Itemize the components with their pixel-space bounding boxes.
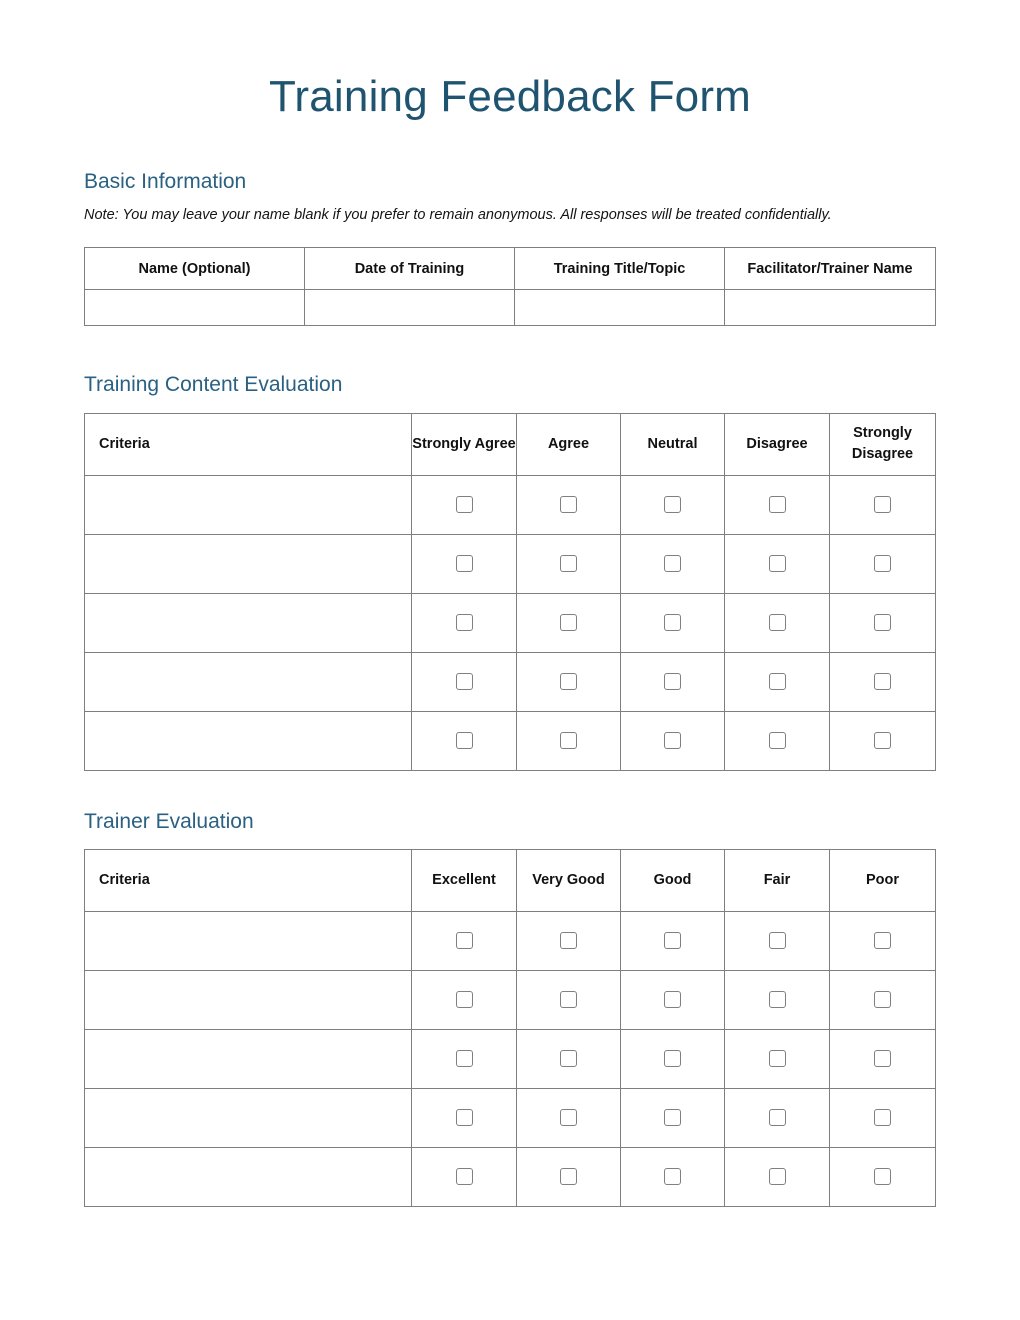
criteria-input[interactable] (85, 1088, 412, 1147)
table-header-row (85, 413, 936, 475)
checkbox-icon[interactable] (874, 673, 891, 690)
checkbox-icon[interactable] (874, 932, 891, 949)
column-header-criteria: Criteria (85, 413, 412, 475)
column-header-fair: Fair (725, 849, 830, 911)
checkbox-icon[interactable] (664, 1050, 681, 1067)
checkbox-cell-fair[interactable] (725, 970, 830, 1029)
checkbox-icon[interactable] (560, 1109, 577, 1126)
criteria-input[interactable] (85, 652, 412, 711)
criteria-input[interactable] (85, 711, 412, 770)
checkbox-icon[interactable] (560, 496, 577, 513)
checkbox-cell-poor[interactable] (830, 1147, 936, 1206)
checkbox-icon[interactable] (664, 496, 681, 513)
checkbox-cell-strongly-agree[interactable] (412, 475, 517, 534)
checkbox-icon[interactable] (874, 991, 891, 1008)
page-title: Training Feedback Form (268, 72, 752, 121)
checkbox-cell-neutral[interactable] (621, 711, 725, 770)
field-facilitator-input[interactable] (725, 290, 936, 326)
criteria-input[interactable] (85, 475, 412, 534)
section-basic-information (84, 169, 935, 327)
checkbox-icon[interactable] (456, 932, 473, 949)
spacer-content-to-trainer (84, 771, 935, 809)
checkbox-cell-strongly-disagree[interactable] (830, 593, 936, 652)
checkbox-cell-disagree[interactable] (725, 711, 830, 770)
checkbox-icon[interactable] (664, 673, 681, 690)
checkbox-cell-strongly-agree[interactable] (412, 711, 517, 770)
checkbox-icon[interactable] (560, 932, 577, 949)
checkbox-icon[interactable] (664, 555, 681, 572)
section-training-content-evaluation (84, 372, 935, 770)
checkbox-icon[interactable] (769, 1050, 786, 1067)
checkbox-cell-very-good[interactable] (517, 970, 621, 1029)
checkbox-icon[interactable] (456, 496, 473, 513)
checkbox-cell-strongly-disagree[interactable] (830, 534, 936, 593)
checkbox-cell-very-good[interactable] (517, 911, 621, 970)
checkbox-icon[interactable] (874, 1109, 891, 1126)
table-row (85, 911, 936, 970)
checkbox-icon[interactable] (664, 1109, 681, 1126)
checkbox-cell-agree[interactable] (517, 711, 621, 770)
checkbox-icon[interactable] (560, 1168, 577, 1185)
section-trainer-evaluation (84, 809, 935, 1207)
checkbox-icon[interactable] (664, 614, 681, 631)
checkbox-cell-strongly-agree[interactable] (412, 534, 517, 593)
checkbox-icon[interactable] (456, 1050, 473, 1067)
table-row (85, 711, 936, 770)
checkbox-icon[interactable] (769, 496, 786, 513)
spacer-basic-to-content (84, 326, 935, 372)
checkbox-cell-strongly-agree[interactable] (412, 593, 517, 652)
checkbox-icon[interactable] (874, 732, 891, 749)
section-heading-training-content-evaluation: Training Content Evaluation (84, 373, 343, 397)
checkbox-icon[interactable] (456, 1168, 473, 1185)
checkbox-cell-strongly-agree[interactable] (412, 652, 517, 711)
checkbox-icon[interactable] (456, 673, 473, 690)
checkbox-cell-good[interactable] (621, 1088, 725, 1147)
checkbox-icon[interactable] (456, 1109, 473, 1126)
checkbox-cell-disagree[interactable] (725, 534, 830, 593)
checkbox-cell-excellent[interactable] (412, 1088, 517, 1147)
checkbox-icon[interactable] (456, 732, 473, 749)
checkbox-cell-very-good[interactable] (517, 1029, 621, 1088)
column-header-date: Date of Training (305, 248, 515, 290)
checkbox-icon[interactable] (664, 1168, 681, 1185)
checkbox-icon[interactable] (664, 732, 681, 749)
checkbox-cell-good[interactable] (621, 1029, 725, 1088)
checkbox-icon[interactable] (874, 496, 891, 513)
column-header-very-good: Very Good (517, 849, 621, 911)
checkbox-icon[interactable] (874, 1050, 891, 1067)
checkbox-cell-agree[interactable] (517, 593, 621, 652)
checkbox-cell-fair[interactable] (725, 1088, 830, 1147)
checkbox-icon[interactable] (664, 932, 681, 949)
checkbox-cell-poor[interactable] (830, 1088, 936, 1147)
table-row (85, 1147, 936, 1206)
checkbox-icon[interactable] (560, 732, 577, 749)
checkbox-cell-poor[interactable] (830, 911, 936, 970)
checkbox-cell-neutral[interactable] (621, 593, 725, 652)
checkbox-icon[interactable] (874, 555, 891, 572)
checkbox-cell-excellent[interactable] (412, 1029, 517, 1088)
column-header-criteria: Criteria (85, 849, 412, 911)
checkbox-cell-poor[interactable] (830, 970, 936, 1029)
field-date-input[interactable] (305, 290, 515, 326)
section-heading-basic-information: Basic Information (84, 169, 247, 193)
checkbox-cell-disagree[interactable] (725, 593, 830, 652)
checkbox-icon[interactable] (769, 1109, 786, 1126)
checkbox-cell-excellent[interactable] (412, 1147, 517, 1206)
column-header-disagree: Disagree (725, 413, 830, 475)
checkbox-cell-neutral[interactable] (621, 534, 725, 593)
basic-information-table (84, 247, 936, 326)
trainer-evaluation-table (84, 849, 936, 1207)
criteria-input[interactable] (85, 1029, 412, 1088)
table-row (85, 475, 936, 534)
checkbox-icon[interactable] (664, 991, 681, 1008)
checkbox-cell-strongly-disagree[interactable] (830, 652, 936, 711)
checkbox-icon[interactable] (769, 614, 786, 631)
document-body (0, 123, 1020, 1207)
table-row (85, 652, 936, 711)
checkbox-icon[interactable] (769, 991, 786, 1008)
checkbox-icon[interactable] (769, 1168, 786, 1185)
table-header-row (85, 248, 936, 290)
column-header-agree: Agree (517, 413, 621, 475)
column-header-excellent: Excellent (412, 849, 517, 911)
checkbox-cell-neutral[interactable] (621, 652, 725, 711)
table-row (85, 593, 936, 652)
checkbox-cell-fair[interactable] (725, 1029, 830, 1088)
checkbox-cell-fair[interactable] (725, 911, 830, 970)
checkbox-icon[interactable] (769, 555, 786, 572)
checkbox-cell-fair[interactable] (725, 1147, 830, 1206)
checkbox-cell-poor[interactable] (830, 1029, 936, 1088)
table-row (85, 534, 936, 593)
criteria-input[interactable] (85, 970, 412, 1029)
checkbox-icon[interactable] (874, 1168, 891, 1185)
table-row (85, 970, 936, 1029)
table-row (85, 1088, 936, 1147)
checkbox-cell-excellent[interactable] (412, 970, 517, 1029)
table-row (85, 290, 936, 326)
section-heading-trainer-evaluation: Trainer Evaluation (84, 809, 254, 833)
checkbox-cell-neutral[interactable] (621, 475, 725, 534)
checkbox-icon[interactable] (769, 732, 786, 749)
checkbox-cell-excellent[interactable] (412, 911, 517, 970)
column-header-poor: Poor (830, 849, 936, 911)
checkbox-icon[interactable] (769, 673, 786, 690)
column-header-training-title: Training Title/Topic (515, 248, 725, 290)
checkbox-cell-disagree[interactable] (725, 475, 830, 534)
column-header-neutral: Neutral (621, 413, 725, 475)
checkbox-cell-very-good[interactable] (517, 1147, 621, 1206)
checkbox-cell-very-good[interactable] (517, 1088, 621, 1147)
criteria-input[interactable] (85, 1147, 412, 1206)
checkbox-icon[interactable] (874, 614, 891, 631)
field-name-input[interactable] (85, 290, 305, 326)
column-header-good: Good (621, 849, 725, 911)
checkbox-icon[interactable] (456, 614, 473, 631)
field-training-title-input[interactable] (515, 290, 725, 326)
checkbox-cell-agree[interactable] (517, 475, 621, 534)
spacer-title-to-basic (84, 123, 935, 169)
table-row (85, 1029, 936, 1088)
checkbox-icon[interactable] (560, 614, 577, 631)
checkbox-icon[interactable] (456, 991, 473, 1008)
checkbox-icon[interactable] (560, 673, 577, 690)
table-header-row (85, 849, 936, 911)
checkbox-cell-agree[interactable] (517, 652, 621, 711)
checkbox-cell-good[interactable] (621, 970, 725, 1029)
criteria-input[interactable] (85, 534, 412, 593)
checkbox-cell-disagree[interactable] (725, 652, 830, 711)
training-content-evaluation-table (84, 413, 936, 771)
column-header-strongly-disagree: Strongly Disagree (830, 413, 936, 475)
checkbox-cell-strongly-disagree[interactable] (830, 475, 936, 534)
anonymity-note: Note: You may leave your name blank if you prefer to remain anonymous. All responses will be treated confidentially. (84, 206, 832, 223)
criteria-input[interactable] (85, 593, 412, 652)
checkbox-icon[interactable] (560, 991, 577, 1008)
checkbox-cell-strongly-disagree[interactable] (830, 711, 936, 770)
checkbox-cell-good[interactable] (621, 1147, 725, 1206)
checkbox-icon[interactable] (456, 555, 473, 572)
checkbox-cell-good[interactable] (621, 911, 725, 970)
checkbox-icon[interactable] (560, 1050, 577, 1067)
checkbox-cell-agree[interactable] (517, 534, 621, 593)
column-header-name: Name (Optional) (85, 248, 305, 290)
criteria-input[interactable] (85, 911, 412, 970)
checkbox-icon[interactable] (560, 555, 577, 572)
column-header-strongly-agree: Strongly Agree (412, 413, 517, 475)
column-header-facilitator: Facilitator/Trainer Name (725, 248, 936, 290)
checkbox-icon[interactable] (769, 932, 786, 949)
